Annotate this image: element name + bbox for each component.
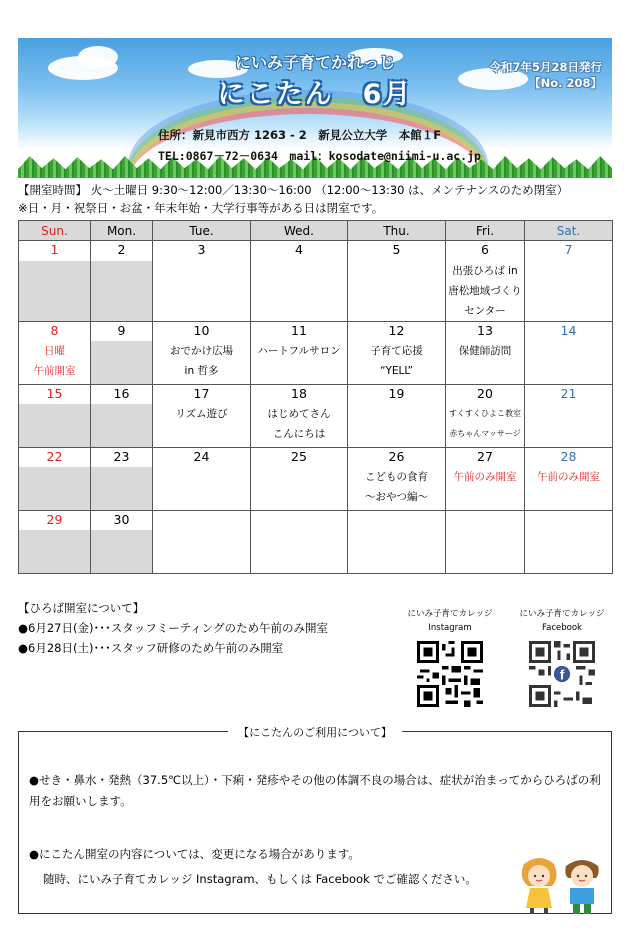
week-date-row — [19, 321, 613, 341]
children-illustration — [510, 852, 610, 914]
day-header-sat: Sat. — [525, 221, 613, 241]
week-event-row — [19, 261, 613, 322]
plaza-heading: 【ひろば開室について】 — [18, 601, 145, 615]
day-header-wed: Wed. — [251, 221, 348, 241]
event-cell: こどもの食育 ～おやつ編～ — [348, 467, 446, 510]
header-banner — [18, 38, 612, 178]
date-cell: 18 — [251, 384, 348, 404]
date-cell: 27 — [446, 447, 525, 467]
issue-info — [489, 59, 602, 91]
date-cell: 26 — [348, 447, 446, 467]
usage-item-changes-line1: ●にこたん開室の内容については、変更になる場合があります。 — [29, 847, 360, 861]
date-cell: 5 — [348, 241, 446, 261]
event-cell — [91, 530, 153, 573]
header-title: にこたん 6月 — [217, 79, 413, 110]
instagram-qr-block — [400, 607, 500, 707]
date-cell — [348, 510, 446, 530]
date-cell — [251, 510, 348, 530]
date-cell: 1 — [19, 241, 91, 261]
date-cell: 15 — [19, 384, 91, 404]
event-cell — [348, 261, 446, 322]
event-cell — [91, 261, 153, 322]
date-cell: 25 — [251, 447, 348, 467]
event-cell — [91, 404, 153, 447]
event-cell — [251, 467, 348, 510]
date-cell: 22 — [19, 447, 91, 467]
facebook-qr-block — [512, 607, 612, 707]
week-event-row — [19, 467, 613, 510]
date-cell: 19 — [348, 384, 446, 404]
contact-info: TEL:0867－72－0634 mail：kosodate@niimi-u.ac.jp — [158, 149, 481, 163]
issue-number: 【No. 208】 — [529, 76, 602, 90]
usage-item-health: ●せき・鼻水・発熱（37.5℃以上）・下痢・発疹やその他の体調不良の場合は、症状が治まってからひろばの利用をお願いします。 — [29, 773, 601, 808]
event-cell: リズム遊び — [153, 404, 251, 447]
facebook-label: Facebook — [542, 623, 582, 633]
week-date-row — [19, 510, 613, 530]
week-date-row — [19, 384, 613, 404]
calendar-table — [18, 220, 613, 574]
date-cell: 11 — [251, 321, 348, 341]
event-cell — [19, 404, 91, 447]
event-cell — [348, 530, 446, 573]
event-cell — [251, 530, 348, 573]
event-cell — [91, 341, 153, 384]
day-header-thu: Thu. — [348, 221, 446, 241]
day-header-sun: Sun. — [19, 221, 91, 241]
date-cell: 9 — [91, 321, 153, 341]
event-cell — [525, 530, 613, 573]
event-cell — [525, 341, 613, 384]
date-cell: 4 — [251, 241, 348, 261]
week-event-row — [19, 404, 613, 447]
qr-icon — [417, 641, 483, 707]
date-cell: 30 — [91, 510, 153, 530]
facebook-account-name: にいみ子育てカレッジ — [519, 609, 605, 619]
event-cell — [348, 404, 446, 447]
week-event-row — [19, 341, 613, 384]
day-header-fri: Fri. — [446, 221, 525, 241]
event-cell — [525, 404, 613, 447]
date-cell: 7 — [525, 241, 613, 261]
event-cell — [251, 261, 348, 322]
event-cell: すくすくひよこ教室 赤ちゃんマッサージ — [446, 404, 525, 447]
svg-text:f: f — [559, 666, 565, 683]
usage-title: 【にこたんのご利用について】 — [228, 724, 402, 740]
event-cell — [19, 261, 91, 322]
date-cell: 29 — [19, 510, 91, 530]
date-cell — [446, 510, 525, 530]
event-cell — [153, 261, 251, 322]
qr-icon — [529, 641, 595, 707]
event-cell: 子育て応援 “YELL” — [348, 341, 446, 384]
event-cell — [153, 530, 251, 573]
opening-hours: 【開室時間】 火～土曜日 9:30～12:00／13:30～16:00 （12:00～13:30 は、メンテナンスのため閉室） — [18, 183, 569, 197]
date-cell: 14 — [525, 321, 613, 341]
week-date-row — [19, 447, 613, 467]
plaza-item: ●6月27日(金)･･･スタッフミーティングのため午前のみ開室 — [18, 621, 329, 635]
event-cell — [525, 261, 613, 322]
issue-date: 令和7年5月28日発行 — [489, 60, 602, 74]
date-cell: 3 — [153, 241, 251, 261]
event-cell: ハートフルサロン — [251, 341, 348, 384]
date-cell: 28 — [525, 447, 613, 467]
event-cell — [19, 467, 91, 510]
event-cell: 午前のみ開室 — [446, 467, 525, 510]
date-cell: 17 — [153, 384, 251, 404]
event-cell: 出張ひろば in 唐松地域づくり センター — [446, 261, 525, 322]
date-cell: 13 — [446, 321, 525, 341]
date-cell: 2 — [91, 241, 153, 261]
date-cell — [153, 510, 251, 530]
instagram-label: Instagram — [428, 623, 472, 633]
date-cell: 23 — [91, 447, 153, 467]
date-cell: 16 — [91, 384, 153, 404]
event-cell — [153, 467, 251, 510]
date-cell: 12 — [348, 321, 446, 341]
date-cell: 8 — [19, 321, 91, 341]
header-subtitle: にいみ子育てかれっじ — [234, 53, 395, 72]
week-event-row — [19, 530, 613, 573]
event-cell: おでかけ広場 in 哲多 — [153, 341, 251, 384]
week-date-row — [19, 241, 613, 261]
plaza-item: ●6月28日(土)･･･スタッフ研修のため午前のみ開室 — [18, 641, 284, 655]
event-cell — [19, 530, 91, 573]
event-cell — [446, 530, 525, 573]
date-cell: 24 — [153, 447, 251, 467]
event-cell: 午前のみ開室 — [525, 467, 613, 510]
date-cell: 20 — [446, 384, 525, 404]
girl-icon — [522, 858, 557, 914]
usage-item-changes-line2: 随時、にいみ子育てカレッジ Instagram、もしくは Facebook でご確認ください。 — [43, 872, 477, 886]
event-cell: はじめてさん こんにちは — [251, 404, 348, 447]
instagram-qr-code[interactable] — [417, 641, 483, 707]
event-cell — [91, 467, 153, 510]
day-header-mon: Mon. — [91, 221, 153, 241]
event-cell: 保健師訪問 — [446, 341, 525, 384]
boy-icon — [565, 860, 598, 914]
date-cell: 10 — [153, 321, 251, 341]
date-cell — [525, 510, 613, 530]
closed-note: ※日・月・祝祭日・お盆・年末年始・大学行事等がある日は閉室です。 — [18, 201, 384, 215]
address: 住所：新見市西方 1263 - 2 新見公立大学 本館１F — [158, 128, 442, 142]
event-cell: 日曜 午前開室 — [19, 341, 91, 384]
date-cell: 21 — [525, 384, 613, 404]
date-cell: 6 — [446, 241, 525, 261]
calendar-header-row — [19, 221, 613, 241]
instagram-account-name: にいみ子育てカレッジ — [407, 609, 493, 619]
day-header-tue: Tue. — [153, 221, 251, 241]
facebook-qr-code[interactable] — [529, 641, 595, 707]
